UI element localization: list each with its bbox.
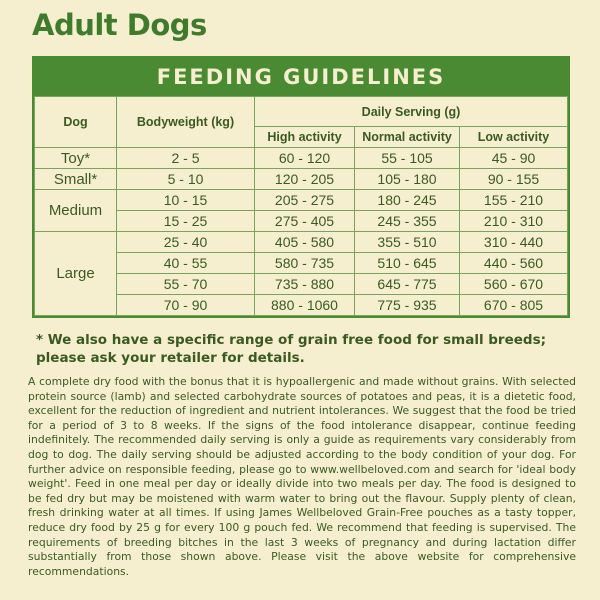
cell-low: 560 - 670	[460, 274, 568, 295]
dog-medium: Medium	[35, 190, 117, 232]
header-dog: Dog	[35, 97, 117, 148]
header-daily-serving: Daily Serving (g)	[255, 97, 568, 127]
grain-free-footnote: * We also have a specific range of grain free food for small breeds; please ask your retailer for details.	[36, 332, 547, 366]
cell-low: 440 - 560	[460, 253, 568, 274]
dog-small: Small*	[35, 169, 117, 190]
cell-normal: 510 - 645	[355, 253, 460, 274]
header-normal-activity: Normal activity	[355, 127, 460, 148]
feeding-description: A complete dry food with the bonus that it is hypoallergenic and made without grains. With selected protein source (lamb) and selected carbohydrate sources of potatoes and peas, it is a dietetic food, excellent for the reduction of ingredient and nutrient intolerances. We suggest that the food be tried for a period of 3 to 8 weeks. If the signs of the food intolerance disappear, continue feeding indefinitely. The recommended daily serving is only a guide as requirements vary considerably from dog to dog. The daily serving should be adjusted according to the body condition of your dog. For further advice on responsible feeding, please go to www.wellbeloved.com and search for 'ideal body weight'. Feed in one meal per day or ideally divide into two meals per day. The food is designed to be fed dry but may be moistened with warm water to bring out the flavour. Supply plenty of clean, fresh drinking water at all times. If using James Wellbeloved Grain-Free pouches as a tasty topper, reduce dry food by 25 g for every 100 g pouch fed. We recommend that feeding is supervised. The requirements of breeding bitches in the last 3 weeks of pregnancy and during lactation differ substantially from those shown above. Please visit the above website for comprehensive recommendations.	[28, 375, 576, 578]
cell-weight: 15 - 25	[117, 211, 255, 232]
dog-toy: Toy*	[35, 148, 117, 169]
cell-high: 735 - 880	[255, 274, 355, 295]
cell-weight: 40 - 55	[117, 253, 255, 274]
cell-weight: 55 - 70	[117, 274, 255, 295]
cell-normal: 180 - 245	[355, 190, 460, 211]
feeding-guidelines-panel	[32, 56, 570, 318]
cell-normal: 355 - 510	[355, 232, 460, 253]
header-high-activity: High activity	[255, 127, 355, 148]
cell-weight: 70 - 90	[117, 295, 255, 316]
cell-weight: 25 - 40	[117, 232, 255, 253]
cell-high: 405 - 580	[255, 232, 355, 253]
header-low-activity: Low activity	[460, 127, 568, 148]
cell-high: 205 - 275	[255, 190, 355, 211]
dog-large: Large	[35, 232, 117, 316]
page-title: Adult Dogs	[32, 8, 207, 42]
cell-normal: 55 - 105	[355, 148, 460, 169]
cell-normal: 775 - 935	[355, 295, 460, 316]
header-bodyweight: Bodyweight (kg)	[117, 97, 255, 148]
cell-low: 45 - 90	[460, 148, 568, 169]
cell-low: 90 - 155	[460, 169, 568, 190]
cell-low: 155 - 210	[460, 190, 568, 211]
feeding-table	[34, 96, 568, 316]
table-row	[35, 148, 568, 169]
cell-high: 120 - 205	[255, 169, 355, 190]
cell-weight: 2 - 5	[117, 148, 255, 169]
cell-low: 310 - 440	[460, 232, 568, 253]
cell-high: 580 - 735	[255, 253, 355, 274]
cell-high: 60 - 120	[255, 148, 355, 169]
feeding-guidelines-banner: FEEDING GUIDELINES	[34, 58, 568, 96]
cell-weight: 5 - 10	[117, 169, 255, 190]
table-row	[35, 190, 568, 211]
cell-normal: 245 - 355	[355, 211, 460, 232]
cell-high: 275 - 405	[255, 211, 355, 232]
cell-high: 880 - 1060	[255, 295, 355, 316]
cell-low: 210 - 310	[460, 211, 568, 232]
cell-low: 670 - 805	[460, 295, 568, 316]
table-header-row	[35, 97, 568, 127]
table-row	[35, 169, 568, 190]
cell-weight: 10 - 15	[117, 190, 255, 211]
table-row	[35, 232, 568, 253]
cell-normal: 105 - 180	[355, 169, 460, 190]
cell-normal: 645 - 775	[355, 274, 460, 295]
